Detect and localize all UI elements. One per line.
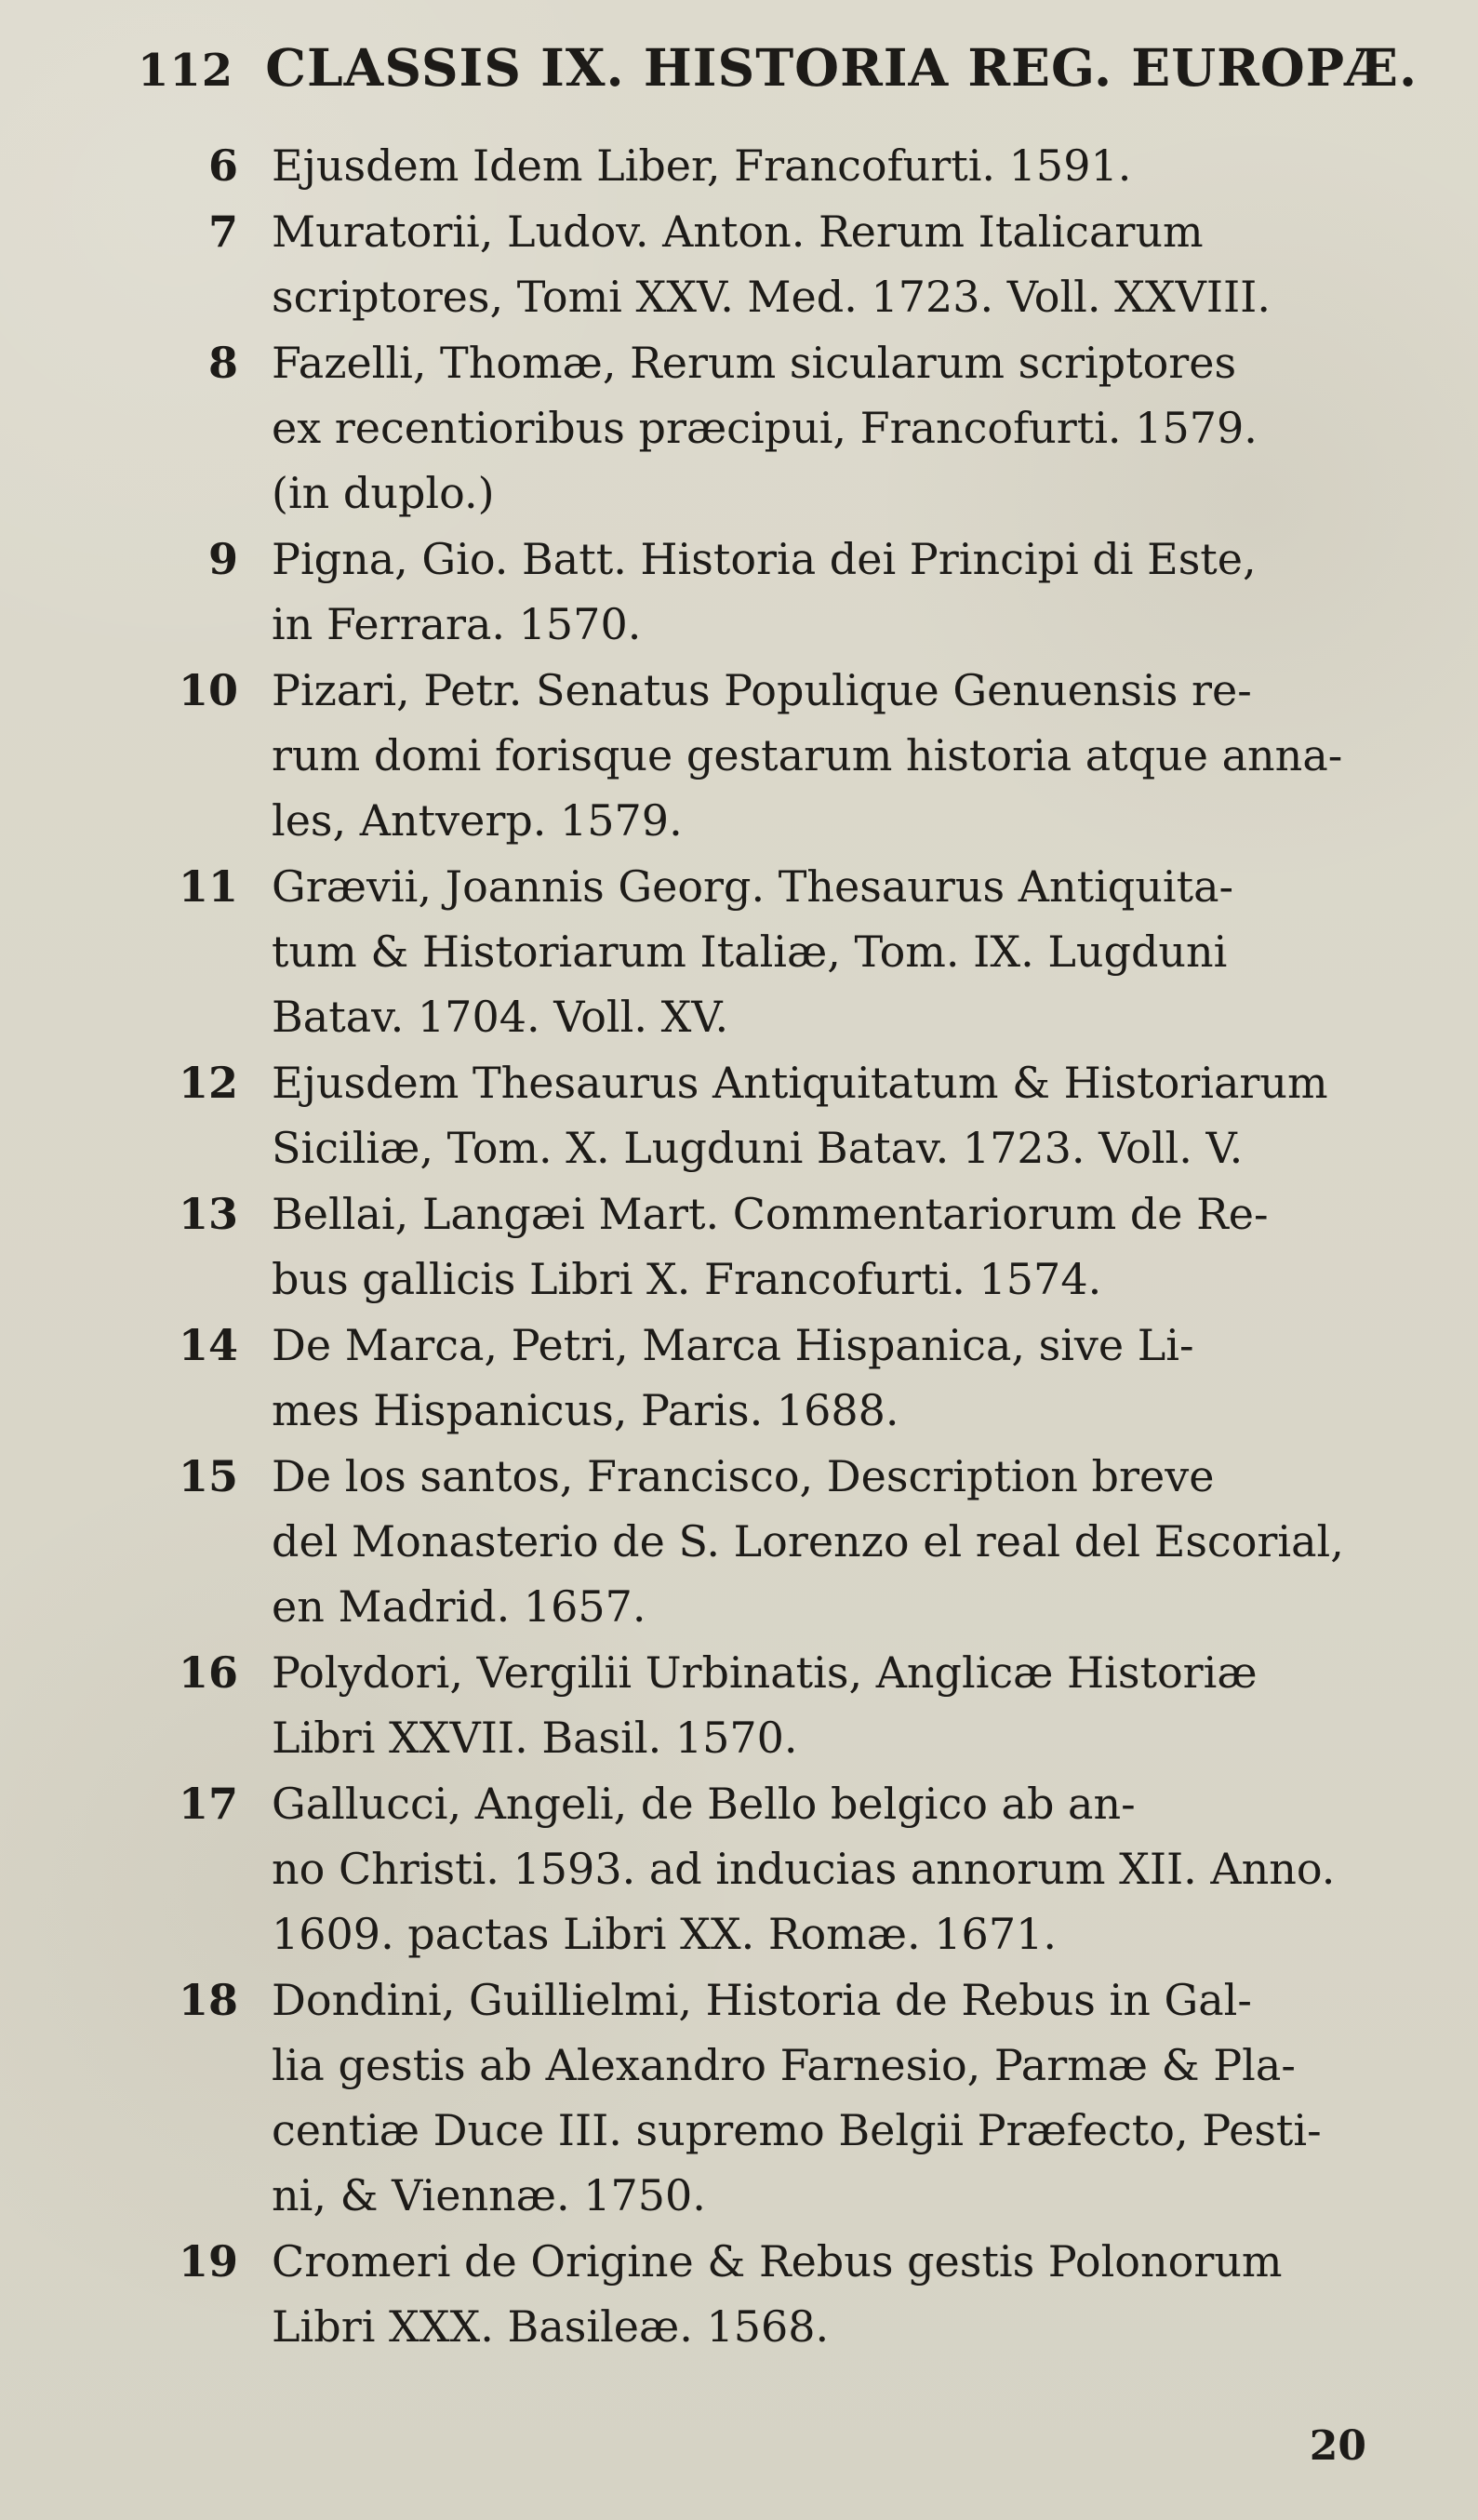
entry-number: 16 xyxy=(178,1647,238,1698)
entry-line: Grævii, Joannis Georg. Thesaurus Antiquita- xyxy=(272,861,1234,912)
entry-line: Libri XXX. Basileæ. 1568. xyxy=(272,2301,830,2352)
entry-number: 18 xyxy=(178,1975,238,2025)
entry-line: Fazelli, Thomæ, Rerum sicularum scriptores xyxy=(272,338,1237,388)
bibliography-entry xyxy=(167,330,1435,526)
entry-line: Dondini, Guillielmi, Historia de Rebus in Gal- xyxy=(272,1975,1252,2025)
page-header xyxy=(138,37,1435,98)
bibliography-entry xyxy=(167,527,1435,657)
entry-line: rum domi forisque gestarum historia atque anna- xyxy=(272,730,1343,780)
entry-line: lia gestis ab Alexandro Farnesio, Parmæ & Pla- xyxy=(272,2040,1296,2090)
bibliography-entry xyxy=(167,133,1435,198)
entry-line: Batav. 1704. Voll. XV. xyxy=(272,992,729,1042)
catchword: 20 xyxy=(1309,2422,1366,2470)
bibliography-entry xyxy=(167,1967,1435,2228)
bibliography-entry xyxy=(167,1181,1435,1312)
entry-number: 10 xyxy=(178,665,238,715)
entry-line: 1609. pactas Libri XX. Romæ. 1671. xyxy=(272,1909,1057,1959)
entry-line: ex recentioribus præcipui, Francofurti. 1579. xyxy=(272,403,1258,453)
entry-line: Ejusdem Idem Liber, Francofurti. 1591. xyxy=(272,140,1132,191)
entry-number: 11 xyxy=(178,861,238,912)
entry-line: in Ferrara. 1570. xyxy=(272,599,642,649)
bibliography-entry xyxy=(167,199,1435,329)
entry-line: Bellai, Langæi Mart. Commentariorum de Re- xyxy=(272,1189,1269,1239)
bibliography-entry xyxy=(167,1313,1435,1443)
entry-line: les, Antverp. 1579. xyxy=(272,795,683,846)
entry-line: Siciliæ, Tom. X. Lugduni Batav. 1723. Voll. V. xyxy=(272,1123,1244,1173)
bibliography-entry xyxy=(167,2229,1435,2359)
entry-number: 13 xyxy=(178,1189,238,1239)
entry-line: Pizari, Petr. Senatus Populique Genuensis re- xyxy=(272,665,1252,715)
bibliography-entry xyxy=(167,1771,1435,1967)
page-number: 112 xyxy=(138,45,234,97)
entry-line: Cromeri de Origine & Rebus gestis Polonorum xyxy=(272,2236,1283,2287)
entry-line: Polydori, Vergilii Urbinatis, Anglicæ Historiæ xyxy=(272,1647,1258,1698)
entry-line: bus gallicis Libri X. Francofurti. 1574. xyxy=(272,1254,1102,1304)
entry-line: De Marca, Petri, Marca Hispanica, sive Li- xyxy=(272,1320,1194,1370)
entry-line: scriptores, Tomi XXV. Med. 1723. Voll. XXVIII. xyxy=(272,272,1271,322)
entry-line: mes Hispanicus, Paris. 1688. xyxy=(272,1385,899,1435)
entry-line: tum & Historiarum Italiæ, Tom. IX. Lugduni xyxy=(272,927,1228,977)
entry-number: 9 xyxy=(207,534,238,584)
entry-line: no Christi. 1593. ad inducias annorum XII. Anno. xyxy=(272,1844,1336,1894)
entry-number: 12 xyxy=(178,1058,238,1108)
entry-line: De los santos, Francisco, Description breve xyxy=(272,1451,1215,1501)
entry-number: 7 xyxy=(207,207,238,257)
entry-number: 14 xyxy=(178,1320,238,1370)
entry-line: Muratorii, Ludov. Anton. Rerum Italicarum xyxy=(272,207,1204,257)
bibliography-entry xyxy=(167,1444,1435,1639)
entry-line: en Madrid. 1657. xyxy=(272,1581,646,1632)
bibliography-entry xyxy=(167,1050,1435,1180)
bibliography-entry xyxy=(167,1640,1435,1770)
entry-line: ni, & Viennæ. 1750. xyxy=(272,2170,706,2220)
running-head: CLASSIS IX. HISTORIA REG. EUROPÆ. xyxy=(265,37,1418,98)
entry-line: del Monasterio de S. Lorenzo el real del Escorial, xyxy=(272,1516,1344,1567)
entry-number: 15 xyxy=(178,1451,238,1501)
entry-number: 6 xyxy=(207,140,238,191)
bibliography-entry xyxy=(167,658,1435,853)
bibliography-list xyxy=(167,133,1435,2360)
entry-number: 8 xyxy=(207,338,238,388)
entry-number: 17 xyxy=(178,1779,238,1829)
entry-line: Gallucci, Angeli, de Bello belgico ab an- xyxy=(272,1779,1136,1829)
entry-line: Ejusdem Thesaurus Antiquitatum & Historiarum xyxy=(272,1058,1328,1108)
entry-number: 19 xyxy=(178,2236,238,2287)
entry-line: Libri XXVII. Basil. 1570. xyxy=(272,1713,798,1763)
entry-line: Pigna, Gio. Batt. Historia dei Principi di Este, xyxy=(272,534,1257,584)
bibliography-entry xyxy=(167,854,1435,1049)
entry-line: centiæ Duce III. supremo Belgii Præfecto, Pesti- xyxy=(272,2105,1322,2155)
entry-line: (in duplo.) xyxy=(272,468,495,518)
